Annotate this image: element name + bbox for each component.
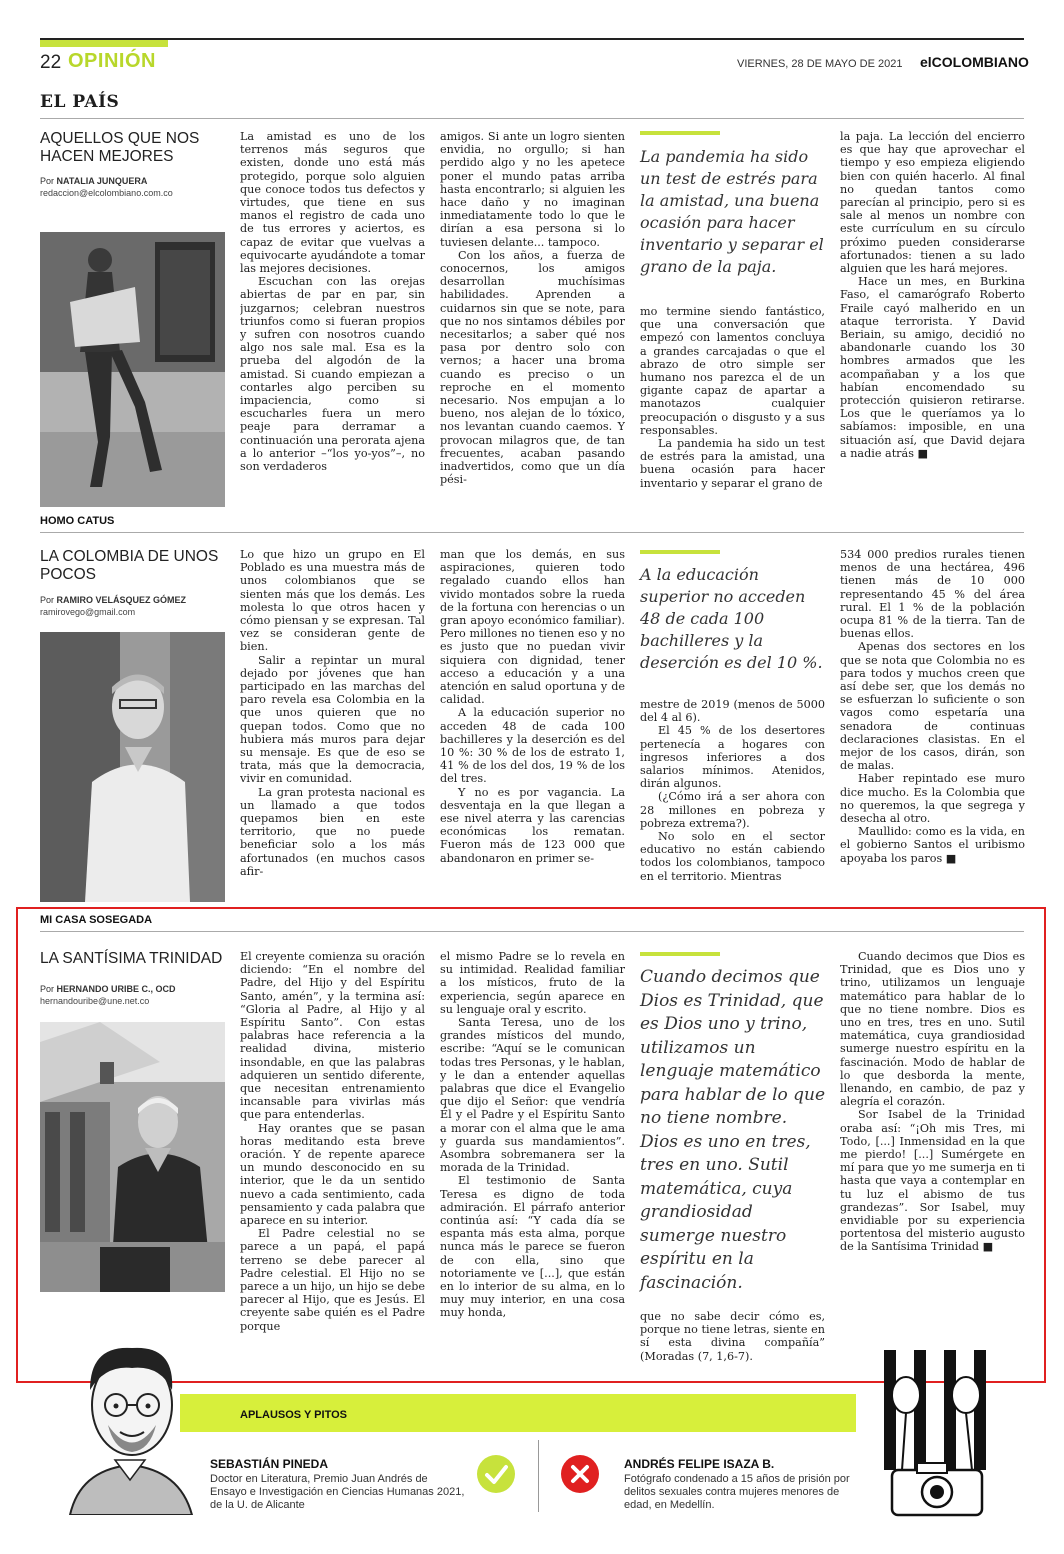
rule bbox=[40, 532, 1024, 533]
check-icon bbox=[476, 1454, 516, 1498]
aplausos-title: APLAUSOS Y PITOS bbox=[240, 1409, 347, 1421]
pull-quote: A la educación superior no acceden 48 de cada 100 bachilleres y la deserción es del 10 %. bbox=[640, 565, 823, 672]
top-rule bbox=[40, 38, 1024, 40]
paragraph: La amistad es uno de los terrenos más seguros que existen, donde uno está más protegido, porque solo alguien que conoce todos tus defectos y virtudes, que tiene en sus manos el registro de cada uno de tus errores y aciertos, es capaz de evitar que vuelvas a equivocarte ayudándote a tomar las mejores decisiones. bbox=[240, 130, 425, 276]
author-email: ramirovego@gmail.com bbox=[40, 607, 136, 617]
pull-quote: La pandemia ha sido un test de estrés para la amistad, una buena ocasión para hacer inventario y separar el grano de la paja. bbox=[640, 147, 824, 276]
paragraph: Santa Teresa, uno de los grandes místicos del mundo, escribe: “Aquí se le comunican todas tres Personas, y le hablan, y le dan a entender aquellas palabras que dice el Evangelio que dijo el Señor: que vendría Él y el Padre y el Espíritu Santo a morar con el alma que le ama y guarda sus mandamientos”. Asombra sobremanera ser la morada de la Trinidad. bbox=[440, 1016, 625, 1175]
article-body-column-1 bbox=[240, 548, 425, 904]
article-body-column-3 bbox=[640, 305, 825, 510]
pito-description: Fotógrafo condenado a 15 años de prisión por delitos sexuales contra mujeres menores de edad, en Medellín. bbox=[624, 1473, 850, 1511]
article-body-column-3 bbox=[640, 698, 825, 904]
author-email: redaccion@elcolombiano.com.co bbox=[40, 188, 173, 198]
page-number: 22 bbox=[40, 52, 62, 73]
article-body-column-4 bbox=[840, 950, 1025, 1310]
paragraph: Escuchan con las orejas abiertas de par en par, sin juzgarnos; celebran nuestros triunfos como si fueran propios y sufren con nosotros cuando algo nos sale mal. Esa es la prueba del algodón de la amistad. Si cuando empiezan a contarles algo perciben su impaciencia, como si escucharles fuera un mero peaje para derramar a continuación una perorata ajena a lo anterior –“los yo-yos”–, no son verdaderos bbox=[240, 275, 425, 474]
statue-photo bbox=[40, 232, 225, 507]
date-line: VIERNES, 28 DE MAYO DE 2021 bbox=[737, 58, 903, 70]
article-body-column-1 bbox=[240, 130, 425, 510]
article-body-column-4 bbox=[840, 130, 1025, 510]
section-title: OPINIÓN bbox=[68, 50, 156, 72]
quote-accent-bar bbox=[640, 131, 720, 135]
article-body-column-3 bbox=[640, 1310, 825, 1370]
column-name: HOMO CATUS bbox=[40, 515, 115, 527]
aplauso-name: SEBASTIÁN PINEDA bbox=[210, 1457, 329, 1471]
paragraph: amigos. Si ante un logro sienten envidia, no orgullo; si han perdido algo y no les apetece poner el mundo patas arriba hasta encontrarlo; si alguien les hace daño y no imaginan inmediatamente todo lo que le dirían a esa persona si lo tuviesen delante... tampoco. bbox=[440, 130, 625, 249]
paragraph: Hace un mes, en Burkina Faso, el camarógrafo Roberto Fraile cayó malherido en un ataque terrorista. Y David Beriain, su amigo, decidió no abandonarle cuando los 30 hombres armados que les acompañaban y a los que habían encomendado su protección quisieron retirarse. Los que le queríamos ya lo sabíamos: imposible, en una situación así, que David dejara a nadie atrás ■ bbox=[840, 275, 1025, 460]
author-photo bbox=[40, 1022, 225, 1292]
article-body-column-4 bbox=[840, 548, 1025, 904]
paragraph: la paja. La lección del encierro es que hay que aprovechar el tiempo y eso empieza eligiendo bien con quién hacerlo. Al final no quedan tantos como parecían al principio, pero si es sale al menos un nombre con este currículum en su círculo próximo pueden considerarse afortunados: tienen a su lado alguien que les hará mejores. bbox=[840, 130, 1025, 276]
author-email: hernandouribe@une.net.co bbox=[40, 996, 150, 1006]
newspaper-logo: elCOLOMBIANO bbox=[920, 54, 1029, 70]
paragraph: No solo en el sector educativo no están cabiendo todos los colombianos, tampoco en el territorio. Mientras bbox=[640, 830, 825, 883]
byline: Por RAMIRO VELÁSQUEZ GÓMEZ bbox=[40, 595, 187, 605]
article-body-column-1 bbox=[240, 950, 425, 1370]
aplauso-description: Doctor en Literatura, Premio Juan Andrés de Ensayo e Investigación en Ciencias Humanas 2021, de la U. de Alicante bbox=[210, 1473, 465, 1511]
article-title: AQUELLOS QUE NOS HACEN MEJORES bbox=[40, 130, 200, 165]
paragraph: Apenas dos sectores en los que se nota que Colombia no es para todos y muchos creen que así debe ser, que los demás no se esfuerzan lo suficiente o son vagos como espetaría una senadora de continuas declaraciones clasistas. En el mejor de los casos, dirán, son de malas. bbox=[840, 640, 1025, 773]
column-logo-el-pais: EL PAÍS bbox=[40, 92, 120, 112]
author-photo bbox=[40, 632, 225, 902]
paragraph: La gran protesta nacional es un llamado a que todos quepamos bien en este territorio, que no puede beneficiar solo a los más afortunados (en muchos casos afir- bbox=[240, 785, 425, 878]
paragraph: A la educación superior no acceden 48 de cada 100 bachilleres y la deserción es del 10 %: 30 % de los de estrato 1, 41 % de los del dos, 19 % de los del tres. bbox=[440, 706, 625, 786]
article-body-column-2 bbox=[440, 548, 625, 904]
paragraph: La pandemia ha sido un test de estrés para la amistad, una buena ocasión para hacer inventario y separar el grano de bbox=[640, 437, 825, 490]
paragraph: El 45 % de los desertores pertenecía a hogares con ingresos inferiores a dos salarios mínimos. Atenidos, dirán algunos. bbox=[640, 724, 825, 791]
paragraph: Con los años, a fuerza de conocernos, los amigos desarrollan muchísimas habilidades. Aprenden a cuidarnos sin que se note, para que no nos sintamos débiles por necesitarlos; a saber qué nos pasa por dentro solo con vernos; a hacer una broma cuando es preciso o un reproche en el momento necesario. Nos empujan a lo bueno, nos alejan de lo tóxico, nos levantan cuando caemos. Y provocan milagros que, de tan frecuentes, acaban pasando inadvertidos, como que un día pési- bbox=[440, 248, 625, 487]
byline: Por NATALIA JUNQUERA bbox=[40, 176, 148, 186]
caricature-aplauso-illustration bbox=[60, 1330, 200, 1515]
paragraph: Y no es por vagancia. La desventaja en la que llegan a ese nivel aterra y las carencias económicas los rematan. Fueron más de 123 000 que abandonaron en primer se- bbox=[440, 785, 625, 865]
paragraph: (¿Cómo irá a ser ahora con 28 millones en pobreza y pobreza extrema?). bbox=[640, 790, 825, 830]
section-accent-bar bbox=[40, 40, 168, 47]
paragraph: El Padre celestial no se parece a un papá, el papá terreno se debe parecer al Padre celestial. El Hijo no se parece a un hijo, un hijo se debe parecer al Hijo, que es Jesús. El creyente sabe quién es el Padre porque bbox=[240, 1227, 425, 1333]
paragraph: man que los demás, en sus aspiraciones, quieren todo regalado cuando ellos han vivido montados sobre la rueda de la fortuna con herencias o un gran apoyo económico familiar). Pero millones no tienen eso y no es justo que no puedan vivir siquiera con dignidad, tener acceso a educación y a una atención en salud oportuna y de calidad. bbox=[440, 548, 625, 707]
paragraph: Maullido: como es la vida, en el gobierno Santos el uribismo apoyaba los paros ■ bbox=[840, 825, 1025, 865]
quote-accent-bar bbox=[640, 952, 720, 956]
paragraph: El testimonio de Santa Teresa es digno de toda admiración. El párrafo anterior continúa así: “Y cada día se espanta más esta alma, porque nunca más le parece se fueron de con ella, sino que notoriamente ve [...], que están en lo interior de su alma, en lo muy muy interior, en una cosa muy honda, bbox=[440, 1174, 625, 1320]
paragraph: mestre de 2019 (menos de 5000 del 4 al 6). bbox=[640, 698, 825, 725]
pull-quote: Cuando decimos que Dios es Trinidad, que es Dios uno y trino, utilizamos un lenguaje matemático para hablar de lo que no tiene nombre. Dios es uno en tres, tres en uno. Sutil matemática, cuya grandiosidad sumerge nuestro espíritu en la fascinación. bbox=[640, 967, 826, 1293]
byline: Por HERNANDO URIBE C., OCD bbox=[40, 984, 176, 994]
rule bbox=[40, 931, 1024, 932]
paragraph: Sor Isabel de la Trinidad oraba así: “¡Oh mis Tres, mi Todo, [...] Inmensidad en la que me pierdo! [...] Sumérgete en mí para que yo me sumerja en ti hasta que vaya a contemplar en tu luz el abismo de tus grandezas”. Sor Isabel, muy envidiable por su experiencia portentosa del misterio augusto de la Santísima Trinidad ■ bbox=[840, 1108, 1025, 1254]
article-title: LA SANTÍSIMA TRINIDAD bbox=[40, 950, 223, 967]
paragraph: Salir a repintar un mural dejado por jóvenes que han participado en las marchas del paro revela esa Colombia en la que unos quieren que no quepan todos. Como que no hubiera más muros para dejar su mensaje. Es que de eso se trata, más que la democracia, vivir en comunidad. bbox=[240, 653, 425, 786]
paragraph: Lo que hizo un grupo en El Poblado es una muestra más de unos colombianos que se sienten más que los demás. Les molesta lo que otros hacen y cómo piensan y se expresan. Tal vez se consideran gente de bien. bbox=[240, 548, 425, 654]
cross-icon bbox=[560, 1454, 600, 1498]
paragraph: que no sabe decir cómo es, porque no tiene letras, siente en sí esta divina compañía” (Moradas (7, 1,6-7). bbox=[640, 1310, 825, 1363]
paragraph: Haber repintado ese muro dice mucho. Es la Colombia que no queremos, la que segrega y desecha al otro. bbox=[840, 772, 1025, 826]
article-title: LA COLOMBIA DE UNOS POCOS bbox=[40, 548, 219, 583]
quote-accent-bar bbox=[640, 550, 720, 554]
pito-name: ANDRÉS FELIPE ISAZA B. bbox=[624, 1457, 775, 1471]
paragraph: 534 000 predios rurales tienen menos de una hectárea, 496 tienen más de 10 000 representando 45 % del área rural. El 1 % de la población ocupa 81 % de la tierra. Tan de buenas ellos. bbox=[840, 548, 1025, 641]
paragraph: Cuando decimos que Dios es Trinidad, que es Dios uno y trino, utilizamos un lenguaje matemático para hablar de lo que no tiene nombre. Dios es uno en tres, tres en uno. Sutil matemática, cuya grandiosidad sumerge nuestro espíritu en la fascinación. Modo de hablar de lo que desborda la mente, llenando, en cambio, de paz y alegría el corazón. bbox=[840, 950, 1025, 1109]
paragraph: Hay orantes que se pasan horas meditando esta breve oración. Y de repente aparece un mundo desconocido en su interior, que le da un sentido nuevo a cada sentimiento, cada pensamiento y cada palabra que aparece en su interior. bbox=[240, 1121, 425, 1228]
column-name: MI CASA SOSEGADA bbox=[40, 914, 153, 926]
rule bbox=[40, 118, 1024, 119]
article-body-column-2 bbox=[440, 130, 625, 510]
divider bbox=[538, 1440, 539, 1512]
paragraph: mo termine siendo fantástico, que una conversación que empezó con lamentos concluya a grandes carcajadas o que el abrazo de otro simple ser humano nos parezca el de un gigante capaz de apartar a manotazos cualquier preocupación o disgusto y a sus responsables. bbox=[640, 305, 825, 437]
paragraph: el mismo Padre se lo revela en su intimidad. Realidad familiar a los místicos, fruto de la experiencia, según aparece en su lenguaje oral y escrito. bbox=[440, 950, 625, 1016]
prison-bars-camera-illustration bbox=[862, 1350, 1022, 1520]
paragraph: El creyente comienza su oración diciendo: “En el nombre del Padre, del Hijo y del Espíritu Santo, amén”, y la termina así: “Gloria al Padre, al Hijo y al Espíritu Santo”. Con estas palabras hace referencia a la realidad divina, misterio insondable, en que las palabras adquieren un sentido diferente, que necesitan entrenamiento incansable para vivirlas más que para entenderlas. bbox=[240, 950, 425, 1122]
article-body-column-2 bbox=[440, 950, 625, 1370]
